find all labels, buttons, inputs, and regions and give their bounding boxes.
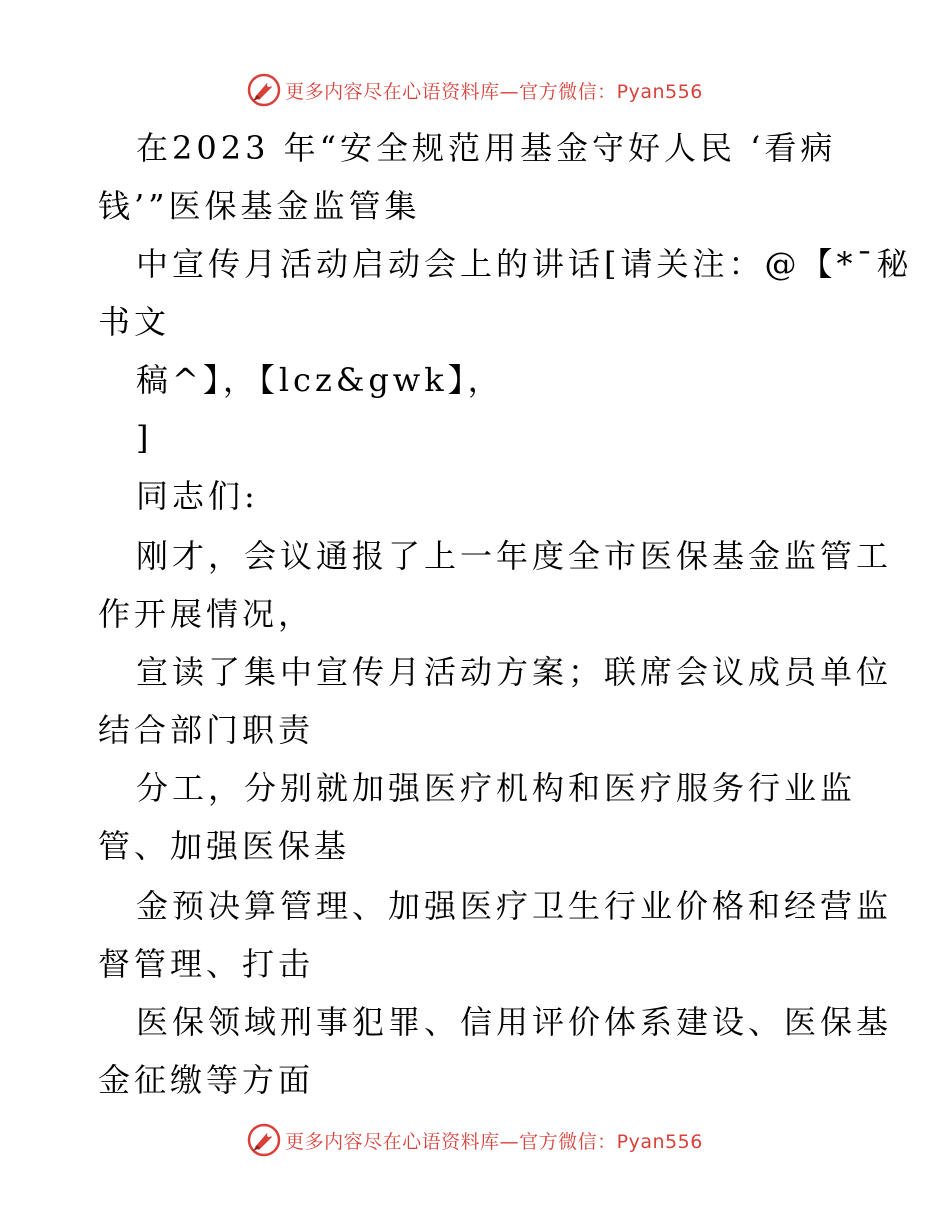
text-line: 中宣传月活动启动会上的讲话[请关注：@【*¯秘 — [136, 245, 913, 283]
text-line: 医保领域刑事犯罪、信用评价体系建设、医保基 — [136, 1003, 893, 1041]
footer-banner-text: 更多内容尽在心语资料库—官方微信：Pyan556 — [285, 1130, 703, 1153]
header-banner-text: 更多内容尽在心语资料库—官方微信：Pyan556 — [285, 80, 703, 103]
text-line: ] — [136, 419, 153, 457]
pen-nib-logo-icon — [247, 1123, 281, 1157]
text-line: 同志们: — [136, 477, 259, 515]
text-line: 金征缴等方面 — [98, 1061, 315, 1099]
pen-nib-logo-icon — [247, 73, 281, 107]
text-line: 结合部门职责 — [98, 711, 315, 749]
footer-banner — [0, 1120, 950, 1160]
text-line: 稿^】，【lcz&gwk】， — [136, 361, 504, 399]
text-line: 金预决算管理、加强医疗卫生行业价格和经营监 — [136, 887, 893, 925]
text-line: 刚才，会议通报了上一年度全市医保基金监管工 — [136, 537, 893, 575]
text-line: 分工，分别就加强医疗机构和医疗服务行业监 — [136, 769, 857, 807]
text-line: 督管理、打击 — [98, 945, 315, 983]
text-line: 管、加强医保基 — [98, 827, 351, 865]
text-line: 作开展情况， — [98, 595, 315, 633]
text-line: 书文 — [98, 303, 171, 341]
text-line: 在2023 年“安全规范用基金守好人民 ‘看病 — [136, 129, 837, 167]
header-banner — [0, 70, 950, 110]
text-line: 宣读了集中宣传月活动方案；联席会议成员单位 — [136, 653, 893, 691]
text-line: 钱’”医保基金监管集 — [98, 187, 421, 225]
